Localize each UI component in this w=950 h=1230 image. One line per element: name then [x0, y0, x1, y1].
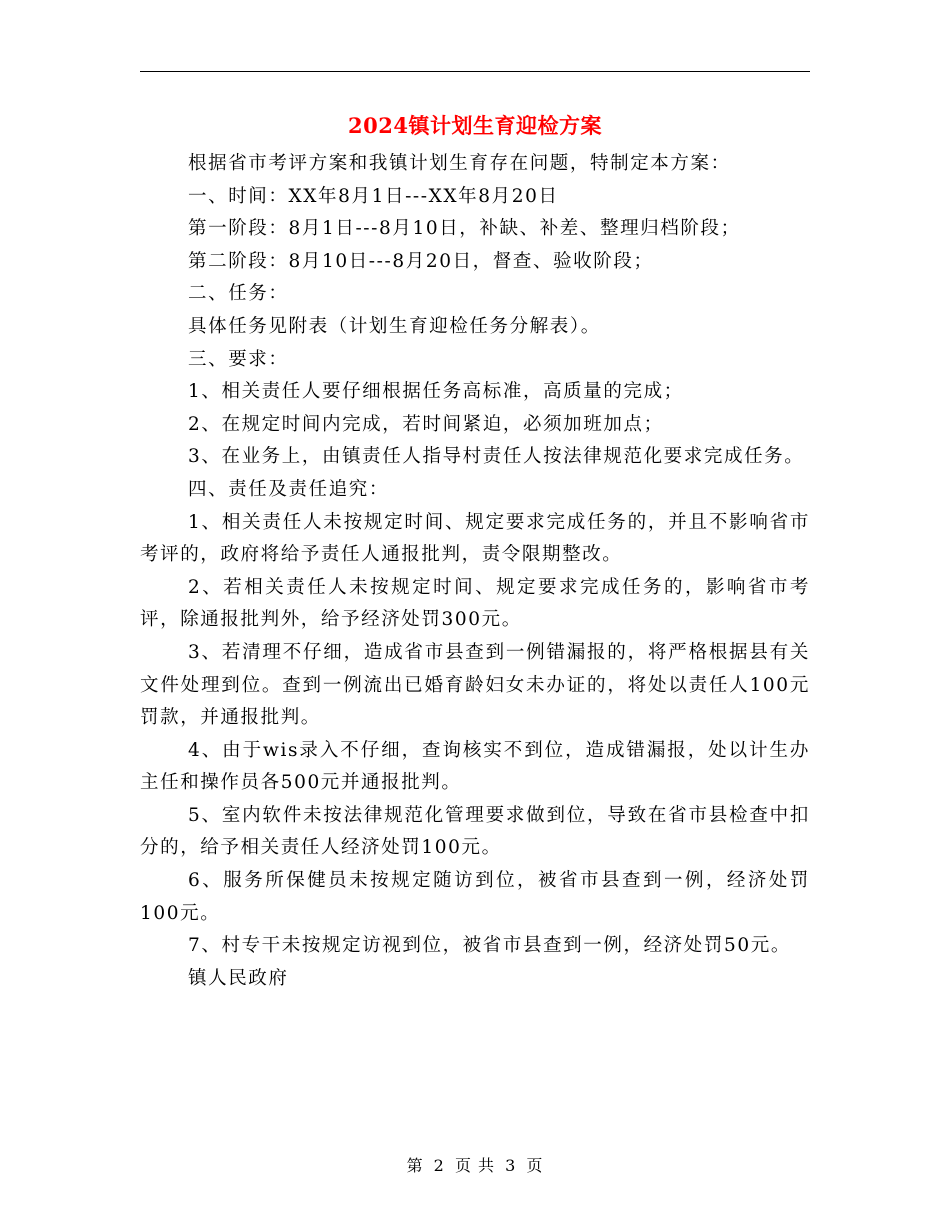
header-rule — [140, 71, 810, 72]
paragraph: 一、时间：XX年8月1日---XX年8月20日 — [188, 185, 559, 207]
paragraph: 第二阶段：8月10日---8月20日，督查、验收阶段； — [188, 250, 654, 272]
paragraph: 5、室内软件未按法律规范化管理要求做到位，导致在省市县检查中扣分的，给予相关责任人经济处罚100元。 — [140, 804, 810, 859]
paragraph: 6、服务所保健员未按规定随访到位，被省市县查到一例，经济处罚100元。 — [140, 870, 810, 924]
paragraph: 1、相关责任人未按规定时间、规定要求完成任务的，并且不影响省市考评的，政府将给予责任人通报批判，责令限期整改。 — [140, 511, 810, 566]
page-number: 2 — [433, 1156, 445, 1175]
paragraph: 7、村专干未按规定访视到位，被省市县查到一例，经济处罚50元。 — [188, 935, 791, 957]
document-title: 2024镇计划生育迎检方案 — [348, 113, 602, 138]
page-footer — [0, 1153, 950, 1176]
paragraph: 具体任务见附表（计划生育迎检任务分解表）。 — [188, 315, 601, 337]
footer-prefix: 第 — [406, 1156, 424, 1175]
section-heading: 二、任务： — [188, 283, 289, 305]
paragraph: 2、若相关责任人未按规定时间、规定要求完成任务的，影响省市考评，除通报批判外，给予经济处罚300元。 — [140, 576, 810, 631]
paragraph: 1、相关责任人要仔细根据任务高标准，高质量的完成； — [188, 381, 684, 403]
section-heading: 四、责任及责任追究： — [188, 478, 390, 500]
paragraph: 3、若清理不仔细，造成省市县查到一例错漏报的，将严格根据县有关文件处理到位。查到一例流出已婚育龄妇女未办证的，将处以责任人100元罚款，并通报批判。 — [140, 641, 810, 729]
page-total: 3 — [505, 1156, 517, 1175]
document-body — [140, 148, 810, 995]
paragraph: 根据省市考评方案和我镇计划生育存在问题，特制定本方案： — [188, 153, 731, 174]
section-heading: 三、要求： — [188, 348, 289, 370]
paragraph: 2、在规定时间内完成，若时间紧迫，必须加班加点； — [188, 413, 664, 435]
paragraph: 4、由于wis录入不仔细，查询核实不到位，造成错漏报，处以计生办主任和操作员各500元并通报批判。 — [140, 739, 810, 794]
signature: 镇人民政府 — [188, 967, 289, 989]
paragraph: 3、在业务上，由镇责任人指导村责任人按法律规范化要求完成任务。 — [188, 446, 805, 468]
paragraph: 第一阶段：8月1日---8月10日，补缺、补差、整理归档阶段； — [188, 218, 741, 240]
footer-suffix: 页 — [526, 1156, 544, 1175]
footer-middle: 页 共 — [454, 1156, 496, 1175]
